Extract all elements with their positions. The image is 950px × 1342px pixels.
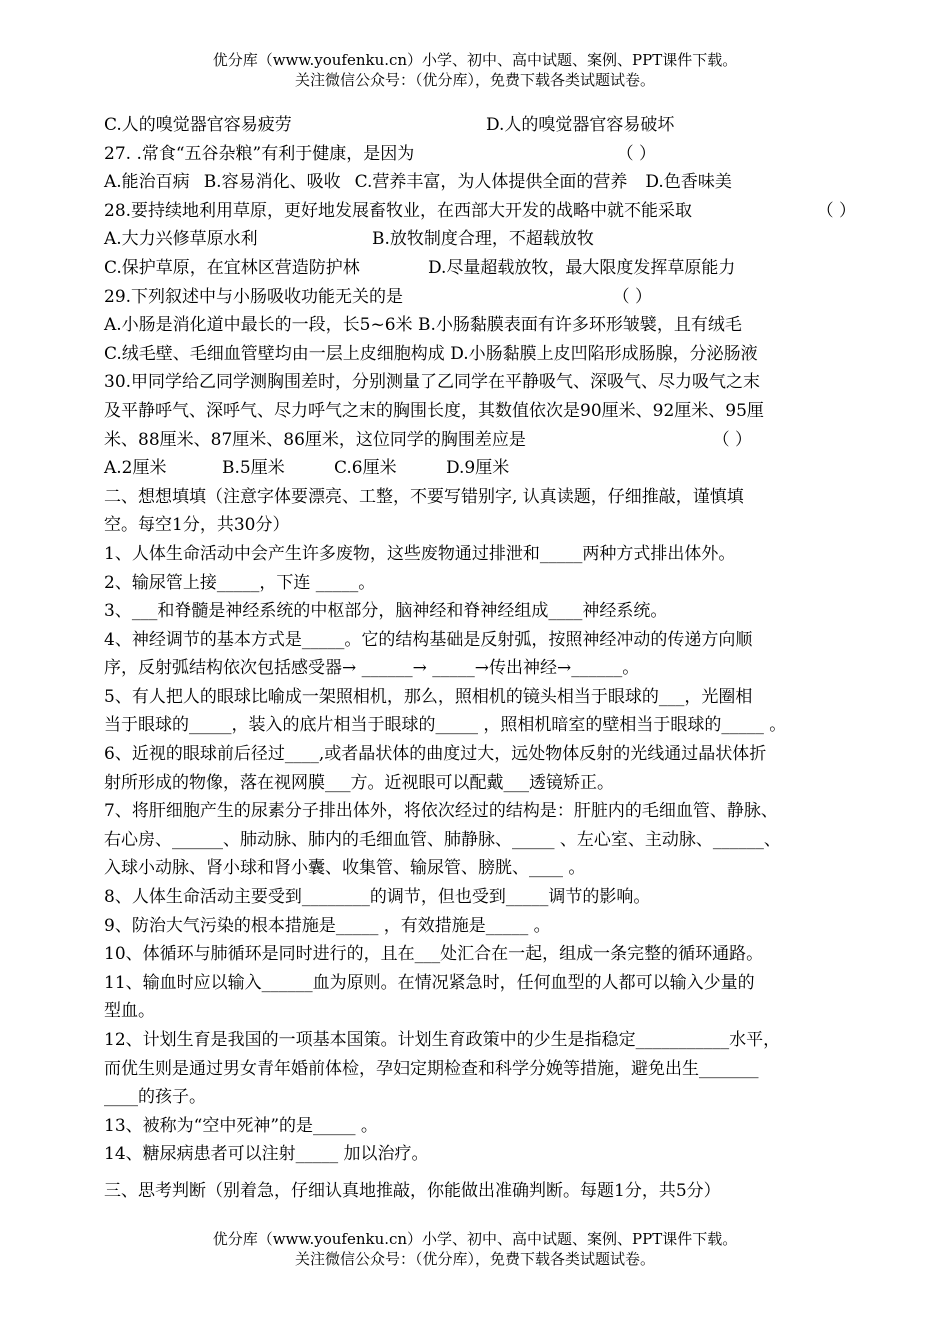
header-line-2: 关注微信公众号：（优分库），免费下载各类试题试卷。 xyxy=(294,71,655,89)
fill-item-14: 14、糖尿病患者可以注射_____ 加以治疗。 xyxy=(104,1144,429,1165)
fill-item-6: 6、近视的眼球前后径过____,或者晶状体的曲度过大，远处物体反射的光线通过晶状体折 xyxy=(104,744,767,765)
question-27-options xyxy=(104,168,856,197)
fill-item-4-cont: 序，反射弧结构依次包括感受器→ ______→ _____→传出神经→______。 xyxy=(104,658,640,679)
question-30-stem-end: 米、88厘米、87厘米、86厘米，这位同学的胸围差应是 xyxy=(104,429,526,450)
option-c: C.人的嗅觉器官容易疲劳 xyxy=(104,115,292,135)
option-b: B.容易消化、吸收 xyxy=(203,172,341,193)
section-2-heading-cont: 空。每空1分，共30分） xyxy=(104,515,290,536)
question-29 xyxy=(104,283,856,312)
fill-item-4: 4、神经调节的基本方式是_____。它的结构基础是反射弧，按照神经冲动的传递方向顺 xyxy=(104,629,753,650)
option-b: B.5厘米 xyxy=(222,458,285,479)
question-28 xyxy=(104,197,856,226)
answer-parenthesis: （ ） xyxy=(712,429,752,450)
answer-parenthesis: （ ） xyxy=(816,200,856,221)
question-29-options-cd: C.绒毛壁、毛细血管壁均由一层上皮细胞构成 D.小肠黏膜上皮凹陷形成肠腺，分泌肠液 xyxy=(104,343,758,364)
footer-line-2: 关注微信公众号：（优分库），免费下载各类试题试卷。 xyxy=(294,1250,655,1268)
header-banner xyxy=(0,50,950,90)
option-d: D.9厘米 xyxy=(446,458,510,479)
fill-item-1: 1、人体生命活动中会产生许多废物，这些废物通过排泄和_____两种方式排出体外。 xyxy=(104,543,736,564)
fill-item-11: 11、输血时应以输入______血为原则。在情况紧急时，任何血型的人都可以输入少量的 xyxy=(104,972,755,993)
question-30-options xyxy=(104,454,856,483)
question-27 xyxy=(104,140,856,169)
option-c: C.6厘米 xyxy=(334,458,397,479)
answer-parenthesis: （ ） xyxy=(616,143,656,164)
fill-item-2: 2、输尿管上接_____，下连 _____。 xyxy=(104,572,376,593)
question-30-line-2: 及平静呼气、深呼气、尽力呼气之末的胸围长度，其数值依次是90厘米、92厘米、95厘 xyxy=(104,400,764,421)
answer-parenthesis: （ ） xyxy=(612,286,652,307)
fill-item-7: 7、将肝细胞产生的尿素分子排出体外，将依次经过的结构是：肝脏内的毛细血管、静脉、 xyxy=(104,801,778,822)
fill-item-6-cont: 射所形成的物像，落在视网膜___方。近视眼可以配戴___透镜矫正。 xyxy=(104,772,614,793)
option-d: D.色香味美 xyxy=(645,172,732,193)
footer-line-1: 优分库（www.youfenku.cn）小学、初中、高中试题、案例、PPT课件下载。 xyxy=(212,1230,738,1248)
option-c: C.营养丰富，为人体提供全面的营养 xyxy=(354,172,628,193)
option-a: A.2厘米 xyxy=(104,458,167,479)
option-d: D.人的嗅觉器官容易破坏 xyxy=(486,115,675,135)
fill-item-10: 10、体循环与肺循环是同时进行的，且在___处汇合在一起，组成一条完整的循环通路。 xyxy=(104,944,764,965)
section-2-heading: 二、想想填填（注意字体要漂亮、工整，不要写错别字, 认真读题，仔细推敲，谨慎填 xyxy=(104,486,744,507)
question-28-options-cd xyxy=(104,254,856,283)
exam-content xyxy=(104,111,856,1206)
fill-item-7-cont: 右心房、______、肺动脉、肺内的毛细血管、肺静脉、_____ 、左心室、主动脉、______、 xyxy=(104,829,781,850)
fill-in-list xyxy=(104,540,856,1169)
fill-item-13: 13、被称为“空中死神”的是_____ 。 xyxy=(104,1115,378,1136)
fill-item-5: 5、有人把人的眼球比喻成一架照相机，那么，照相机的镜头相当于眼球的___，光圈相 xyxy=(104,686,753,707)
question-27-stem: 27. .常食“五谷杂粮”有利于健康，是因为 xyxy=(104,143,415,164)
fill-item-11-cont: 型血。 xyxy=(104,1001,155,1022)
footer-banner xyxy=(0,1229,950,1269)
question-28-stem: 28.要持续地利用草原，更好地发展畜牧业，在西部大开发的战略中就不能采取 xyxy=(104,200,693,221)
question-29-options-ab: A.小肠是消化道中最长的一段，长5~6米 B.小肠黏膜表面有许多环形皱襞，且有绒毛 xyxy=(104,315,742,336)
section-3-heading: 三、思考判断（别着急，仔细认真地推敲，你能做出准确判断。每题1分，共5分） xyxy=(104,1180,721,1201)
question-28-options-ab xyxy=(104,225,856,254)
question-30-line-1: 30.甲同学给乙同学测胸围差时，分别测量了乙同学在平静吸气、深吸气、尽力吸气之末 xyxy=(104,372,761,393)
fill-item-12: 12、计划生育是我国的一项基本国策。计划生育政策中的少生是指稳定___________水平， xyxy=(104,1030,781,1050)
question-30-line-3 xyxy=(104,426,856,455)
fill-item-9: 9、防治大气污染的根本措施是_____ ，有效措施是_____ 。 xyxy=(104,915,551,936)
fill-item-3: 3、___和脊髓是神经系统的中枢部分，脑神经和脊神经组成____神经系统。 xyxy=(104,601,668,622)
option-b: B.放牧制度合理，不超载放牧 xyxy=(372,229,594,250)
question-29-stem: 29.下列叙述中与小肠吸收功能无关的是 xyxy=(104,286,404,307)
header-line-1: 优分库（www.youfenku.cn）小学、初中、高中试题、案例、PPT课件下载。 xyxy=(212,51,738,69)
fill-item-5-cont: 当于眼球的_____，装入的底片相当于眼球的_____ ，照相机暗室的壁相当于眼球的_____ 。 xyxy=(104,715,787,736)
fill-item-12-cont: 而优生则是通过男女青年婚前体检，孕妇定期检查和科学分娩等措施，避免出生_______ xyxy=(104,1058,759,1079)
option-a: A.能治百病 xyxy=(104,172,190,193)
option-a: A.大力兴修草原水利 xyxy=(104,229,258,250)
option-c: C.保护草原，在宜林区营造防护林 xyxy=(104,257,360,278)
q26-options xyxy=(104,111,856,140)
fill-item-12-cont-2: ____的孩子。 xyxy=(104,1087,206,1108)
fill-item-8: 8、人体生命活动主要受到________的调节，但也受到_____调节的影响。 xyxy=(104,887,651,908)
fill-item-7-cont-2: 入球小动脉、肾小球和肾小囊、收集管、输尿管、膀胱、____ 。 xyxy=(104,858,586,879)
option-d: D.尽量超载放牧，最大限度发挥草原能力 xyxy=(428,257,736,278)
